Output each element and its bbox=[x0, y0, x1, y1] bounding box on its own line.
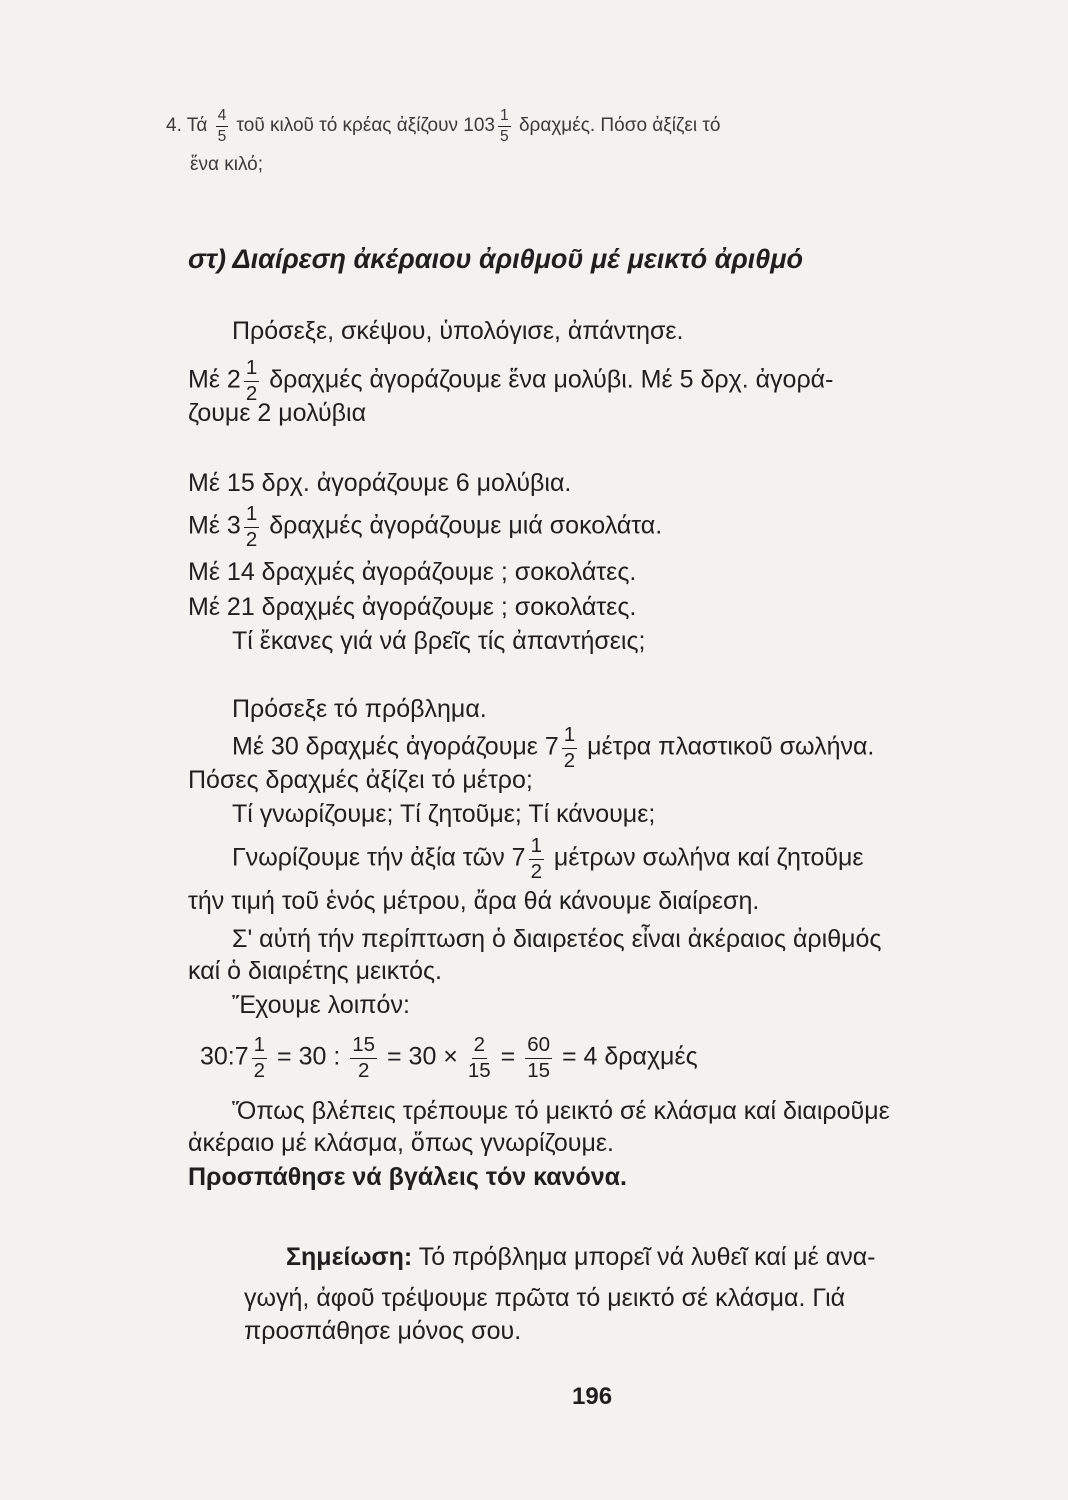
text-line: τήν τιμή τοῦ ἑνός μέτρου, ἄρα θά κάνουμε διαίρεση. bbox=[188, 887, 760, 915]
text-line: Μέ 15 δρχ. ἀγοράζουμε 6 μολύβια. bbox=[188, 469, 572, 497]
text-line: Μέ 21 δραχμές ἀγοράζουμε ; σοκολάτες. bbox=[188, 593, 637, 621]
note-line: γωγή, ἀφοῦ τρέψουμε πρῶτα τό μεικτό σέ κλάσμα. Γιά bbox=[244, 1284, 846, 1312]
exercise-number: 4. bbox=[166, 115, 182, 137]
text-line: Πρόσεξε τό πρόβλημα. bbox=[232, 695, 487, 723]
text-line: Μέ 14 δραχμές ἀγοράζουμε ; σοκολάτες. bbox=[188, 558, 637, 586]
text-line: Τί ἔκανες γιά νά βρεῖς τίς ἀπαντήσεις; bbox=[232, 627, 646, 655]
rule-prompt: Προσπάθησε νά βγάλεις τόν κανόνα. bbox=[188, 1163, 627, 1191]
text-line: Ὅπως βλέπεις τρέπουμε τό μεικτό σέ κλάσμα καί διαιροῦμε bbox=[232, 1097, 890, 1125]
text-line: ζουμε 2 μολύβια bbox=[188, 399, 367, 427]
fraction: $\frac{60}{15}$ bbox=[527, 1033, 550, 1082]
text-line: Μέ 3 $\frac{1}{2}$ δραχμές ἀγοράζουμε μιά σοκολάτα. bbox=[188, 502, 663, 551]
exercise-4-line-1: 4. Τά $\frac{4}{5}$ τοῦ κιλοῦ τό κρέας ἀξίζουν 103 $\frac{1}{5}$ δραχμές. Πόσο ἀξίζει τό bbox=[166, 107, 721, 145]
fraction: $\frac{1}{2}$ bbox=[245, 502, 258, 551]
fraction: $\frac{1}{2}$ bbox=[563, 723, 576, 772]
fraction: $\frac{1}{2}$ bbox=[530, 834, 542, 883]
fraction: $\frac{4}{5}$ bbox=[217, 107, 227, 145]
text-line: Πόσες δραχμές ἀξίζει τό μέτρο; bbox=[188, 766, 533, 794]
text-line: Μέ 2 $\frac{1}{2}$ δραχμές ἀγοράζουμε ἕνα μολύβι. Μέ 5 δρχ. ἀγορά- bbox=[188, 356, 834, 405]
fraction: $\frac{1}{2}$ bbox=[253, 1033, 266, 1082]
equation: 30:7 $\frac{1}{2}$ = 30 : $\frac{15}{2}$ = 30 × $\frac{2}{15}$ = $\frac{60}{15}$ = 4 δραχμές bbox=[200, 1033, 698, 1082]
fraction: $\frac{15}{2}$ bbox=[352, 1033, 376, 1082]
text-line: καί ὁ διαιρέτης μεικτός. bbox=[188, 957, 442, 985]
fraction: $\frac{2}{15}$ bbox=[467, 1033, 491, 1082]
text-line: ἀκέραιο μέ κλάσμα, ὅπως γνωρίζουμε. bbox=[188, 1129, 614, 1157]
page-number: 196 bbox=[572, 1383, 613, 1410]
fraction: $\frac{1}{2}$ bbox=[245, 356, 258, 405]
section-heading: στ) Διαίρεση ἀκέραιου ἀριθμοῦ μέ μεικτό ἀριθμό bbox=[188, 244, 804, 274]
exercise-4-line-2: ἕνα κιλό; bbox=[190, 154, 264, 175]
fraction: $\frac{1}{5}$ bbox=[500, 107, 509, 145]
text-line: Τί γνωρίζουμε; Τί ζητοῦμε; Τί κάνουμε; bbox=[232, 800, 656, 828]
text-line: Μέ 30 δραχμές ἀγοράζουμε 7 $\frac{1}{2}$ μέτρα πλαστικοῦ σωλήνα. bbox=[232, 723, 875, 772]
note-label: Σημείωση: bbox=[286, 1243, 413, 1271]
note-line: προσπάθησε μόνος σου. bbox=[244, 1317, 522, 1345]
text-line: Γνωρίζουμε τήν ἀξία τῶν 7 $\frac{1}{2}$ μέτρων σωλήνα καί ζητοῦμε bbox=[232, 834, 864, 883]
note-line: Σημείωση: Τό πρόβλημα μπορεῖ νά λυθεῖ καί μέ ανα- bbox=[286, 1243, 876, 1271]
text-line: Ἔχουμε λοιπόν: bbox=[232, 991, 410, 1019]
text-line: Σ' αὐτή τήν περίπτωση ὁ διαιρετέος εἶναι ἀκέραιος ἀριθμός bbox=[232, 925, 882, 953]
paragraph-intro: Πρόσεξε, σκέψου, ὑπολόγισε, ἀπάντησε. bbox=[232, 317, 684, 345]
